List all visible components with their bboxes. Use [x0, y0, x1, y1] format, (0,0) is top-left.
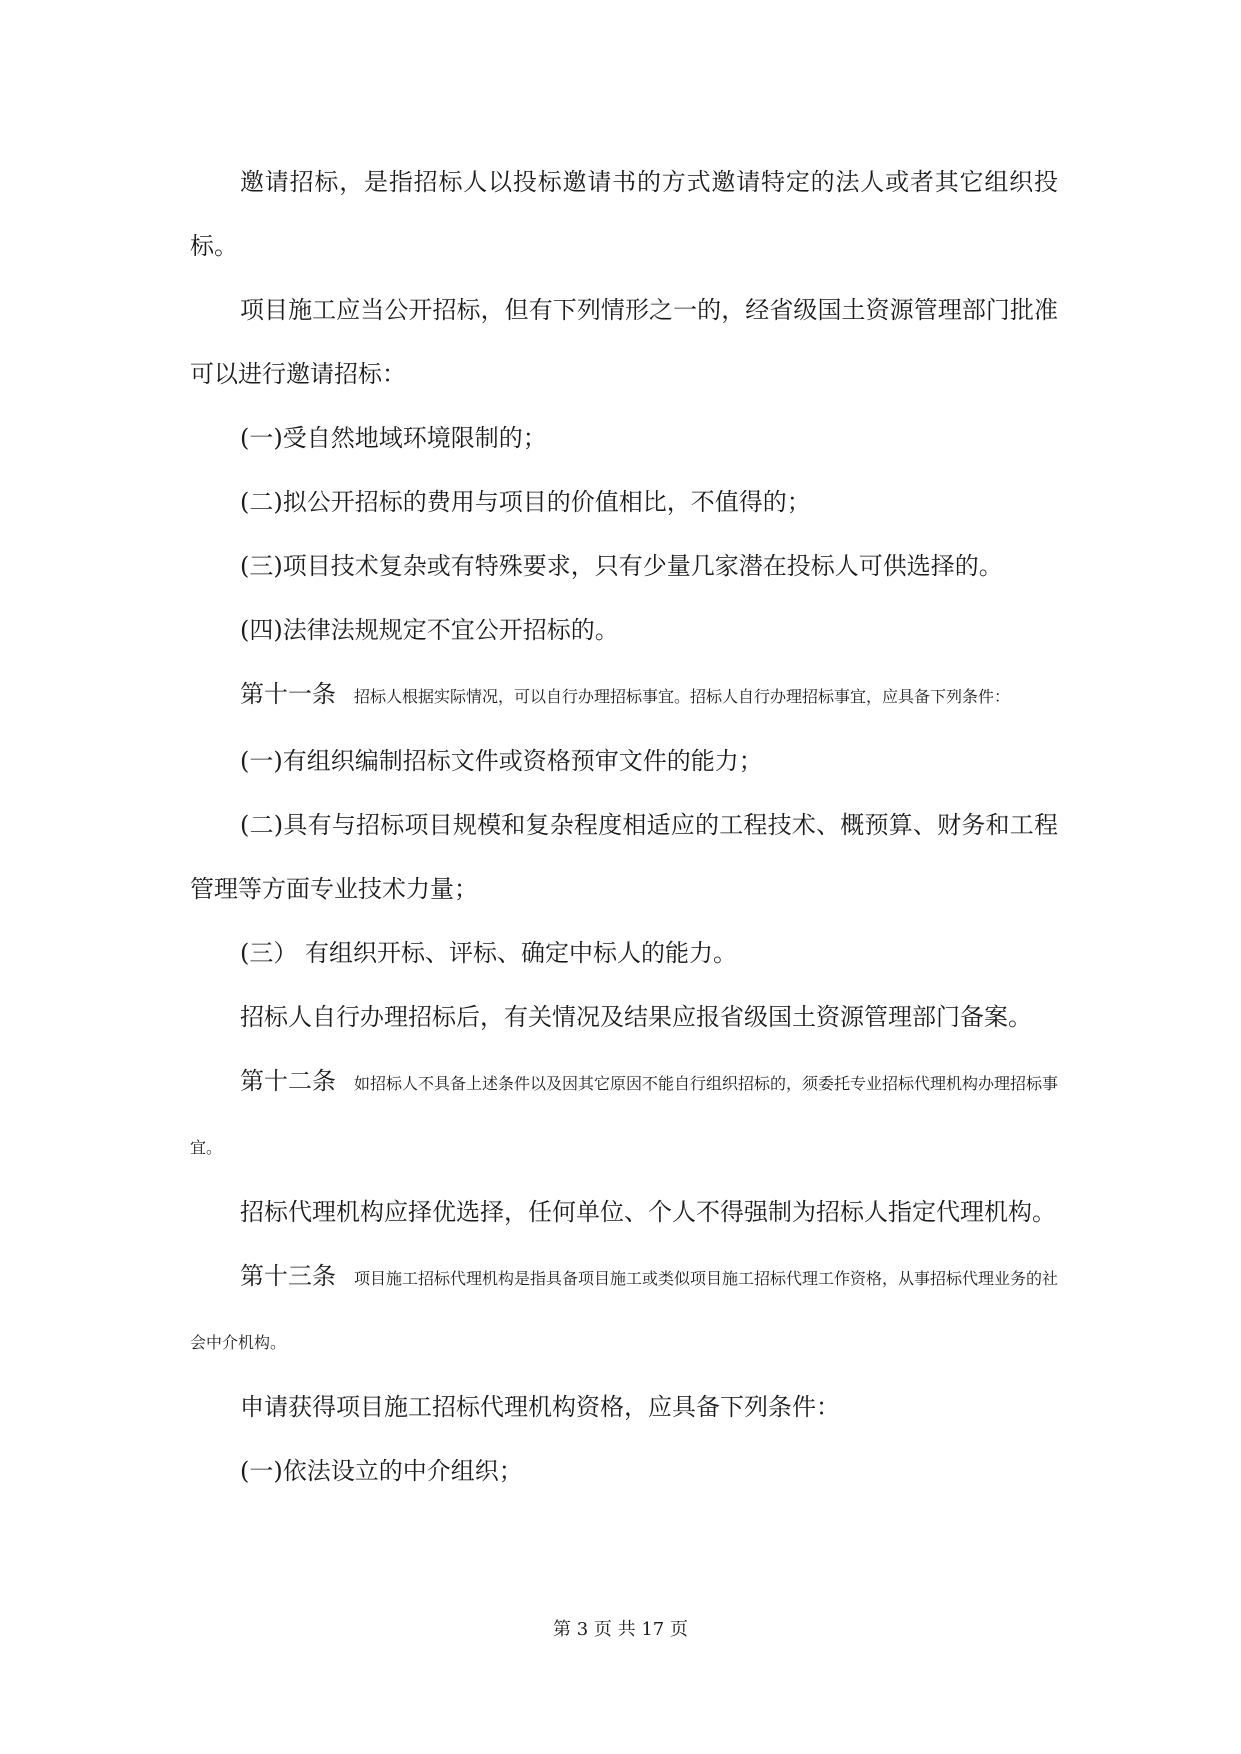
paragraph-self-bidding-filing: 招标人自行办理招标后，有关情况及结果应报省级国土资源管理部门备案。 — [240, 1003, 1032, 1031]
paragraph-invited-bidding-definition: 邀请招标，是指招标人以投标邀请书的方式邀请特定的法人或者其它组织投标。 — [190, 168, 1058, 260]
list-item-condition-1: (一)受自然地域环境限制的； — [240, 424, 547, 452]
paragraph-agency-qualification: 申请获得项目施工招标代理机构资格，应具备下列条件： — [240, 1393, 840, 1421]
article-11-heading: 第十一条 — [240, 680, 336, 708]
article-12 — [190, 1049, 1058, 1180]
article-12-text: 如招标人不具备上述条件以及因其它原因不能自行组织招标的，须委托专业招标代理机构办理招标事宜。 — [190, 1074, 1059, 1157]
paragraph-invited-bidding-conditions: 项目施工应当公开招标，但有下列情形之一的，经省级国土资源管理部门批准可以进行邀请招标： — [190, 296, 1058, 388]
paragraph-agency-selection: 招标代理机构应择优选择，任何单位、个人不得强制为招标人指定代理机构。 — [240, 1198, 1056, 1226]
page-number-footer: 第 3 页 共 17 页 — [553, 1619, 688, 1640]
list-item-agency-condition-1: (一)依法设立的中介组织； — [240, 1457, 523, 1485]
list-item-requirement-1: (一)有组织编制招标文件或资格预审文件的能力； — [240, 747, 763, 775]
list-item-requirement-2: (二)具有与招标项目规模和复杂程度相适应的工程技术、概预算、财务和工程管理等方面专业技术力量； — [190, 811, 1058, 903]
list-item-requirement-3: (三） 有组织开标、评标、确定中标人的能力。 — [240, 939, 737, 967]
article-11 — [190, 662, 1058, 729]
list-item-condition-4: (四)法律法规规定不宜公开招标的。 — [240, 616, 619, 644]
article-13 — [190, 1244, 1058, 1375]
list-item-condition-3: (三)项目技术复杂或有特殊要求，只有少量几家潜在投标人可供选择的。 — [240, 552, 1003, 580]
article-13-text: 项目施工招标代理机构是指具备项目施工或类似项目施工招标代理工作资格，从事招标代理业务的社会中介机构。 — [190, 1269, 1059, 1352]
article-13-heading: 第十三条 — [240, 1262, 336, 1290]
article-11-text: 招标人根据实际情况，可以自行办理招标事宜。招标人自行办理招标事宜，应具备下列条件： — [354, 687, 1011, 706]
list-item-condition-2: (二)拟公开招标的费用与项目的价值相比，不值得的； — [240, 488, 811, 516]
document-body — [190, 150, 1058, 1503]
article-12-heading: 第十二条 — [240, 1067, 336, 1095]
